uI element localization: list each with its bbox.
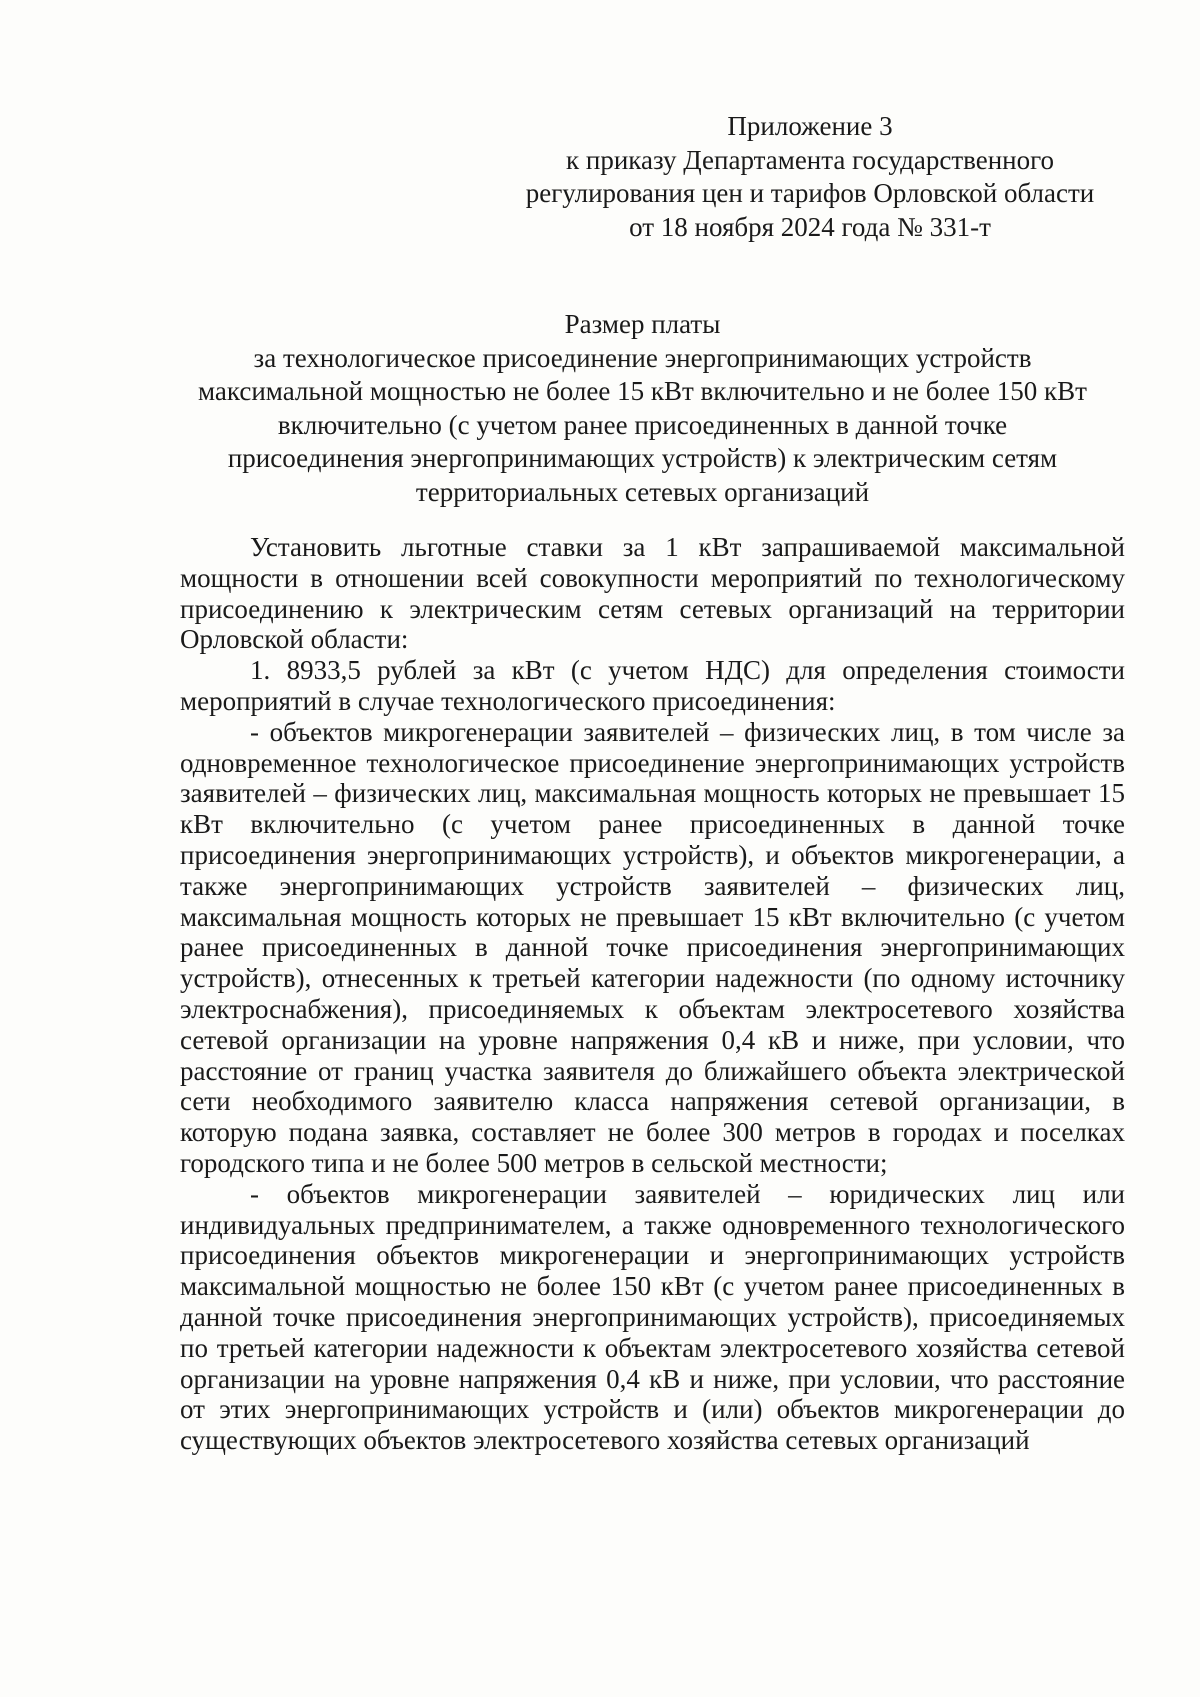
appendix-date: от 18 ноября 2024 года № 331-т [629, 211, 991, 242]
appendix-header [510, 110, 1110, 244]
title-line-6: территориальных сетевых организаций [415, 476, 870, 507]
dash-paragraph-1: - объектов микрогенерации заявителей – физических лиц, в том числе за одновременное технологическое присоединение энергопринимающих устройств заявителей – физических лиц, максимальная мощность которых не превышает 15 кВт включительно (с учетом ранее присоединенных в данной точке присоединения энергопринимающих устройств), и объектов микрогенерации, а также энергопринимающих устройств заявителей – физических лиц, максимальная мощность которых не превышает 15 кВт включительно (с учетом ранее присоединенных в данной точке присоединения энергопринимающих устройств), отнесенных к третьей категории надежности (по одному источнику электроснабжения), присоединяемых к объектам электросетевого хозяйства сетевой организации на уровне напряжения 0,4 кВ и ниже, при условии, что расстояние от границ участка заявителя до ближайшего объекта электрической сети необходимого заявителю класса напряжения сетевой организации, в которую подана заявка, составляет не более 300 метров в городах и поселках городского типа и не более 500 метров в сельской местности; [180, 716, 1125, 1178]
title-line-3: максимальной мощностью не более 15 кВт включительно и не более 150 кВт [198, 376, 1087, 406]
item-1-paragraph: 1. 8933,5 рублей за кВт (с учетом НДС) для определения стоимости мероприятий в случае технологического присоединения: [180, 655, 1125, 716]
title-line-1: Размер платы [564, 309, 721, 339]
dash-paragraph-2: - объектов микрогенерации заявителей – юридических лиц или индивидуальных предпринимателем, а также одновременного технологического присоединения объектов микрогенерации и энергопринимающих устройств максимальной мощностью не более 150 кВт (с учетом ранее присоединенных в данной точке присоединения энергопринимающих устройств), присоединяемых по третьей категории надежности к объектам электросетевого хозяйства сетевой организации на уровне напряжения 0,4 кВ и ниже, при условии, что расстояние от этих энергопринимающих устройств и (или) объектов микрогенерации до существующих объектов электросетевого хозяйства сетевых организаций [180, 1178, 1125, 1456]
appendix-number: Приложение 3 [727, 111, 893, 141]
appendix-department: регулирования цен и тарифов Орловской области [525, 178, 1095, 208]
document-body [180, 532, 1125, 1456]
document-title [160, 308, 1125, 509]
title-line-5: присоединения энергопринимающих устройств) к электрическим сетям [227, 443, 1058, 473]
title-line-2: за технологическое присоединение энергопринимающих устройств [253, 342, 1032, 373]
intro-paragraph: Установить льготные ставки за 1 кВт запрашиваемой максимальной мощности в отношении всей совокупности мероприятий по технологическому присоединению к электрическим сетям сетевых организаций на территории Орловской области: [180, 532, 1125, 655]
appendix-order-ref: к приказу Департамента государственного [566, 144, 1054, 175]
title-line-4: включительно (с учетом ранее присоединенных в данной точке [277, 409, 1008, 440]
